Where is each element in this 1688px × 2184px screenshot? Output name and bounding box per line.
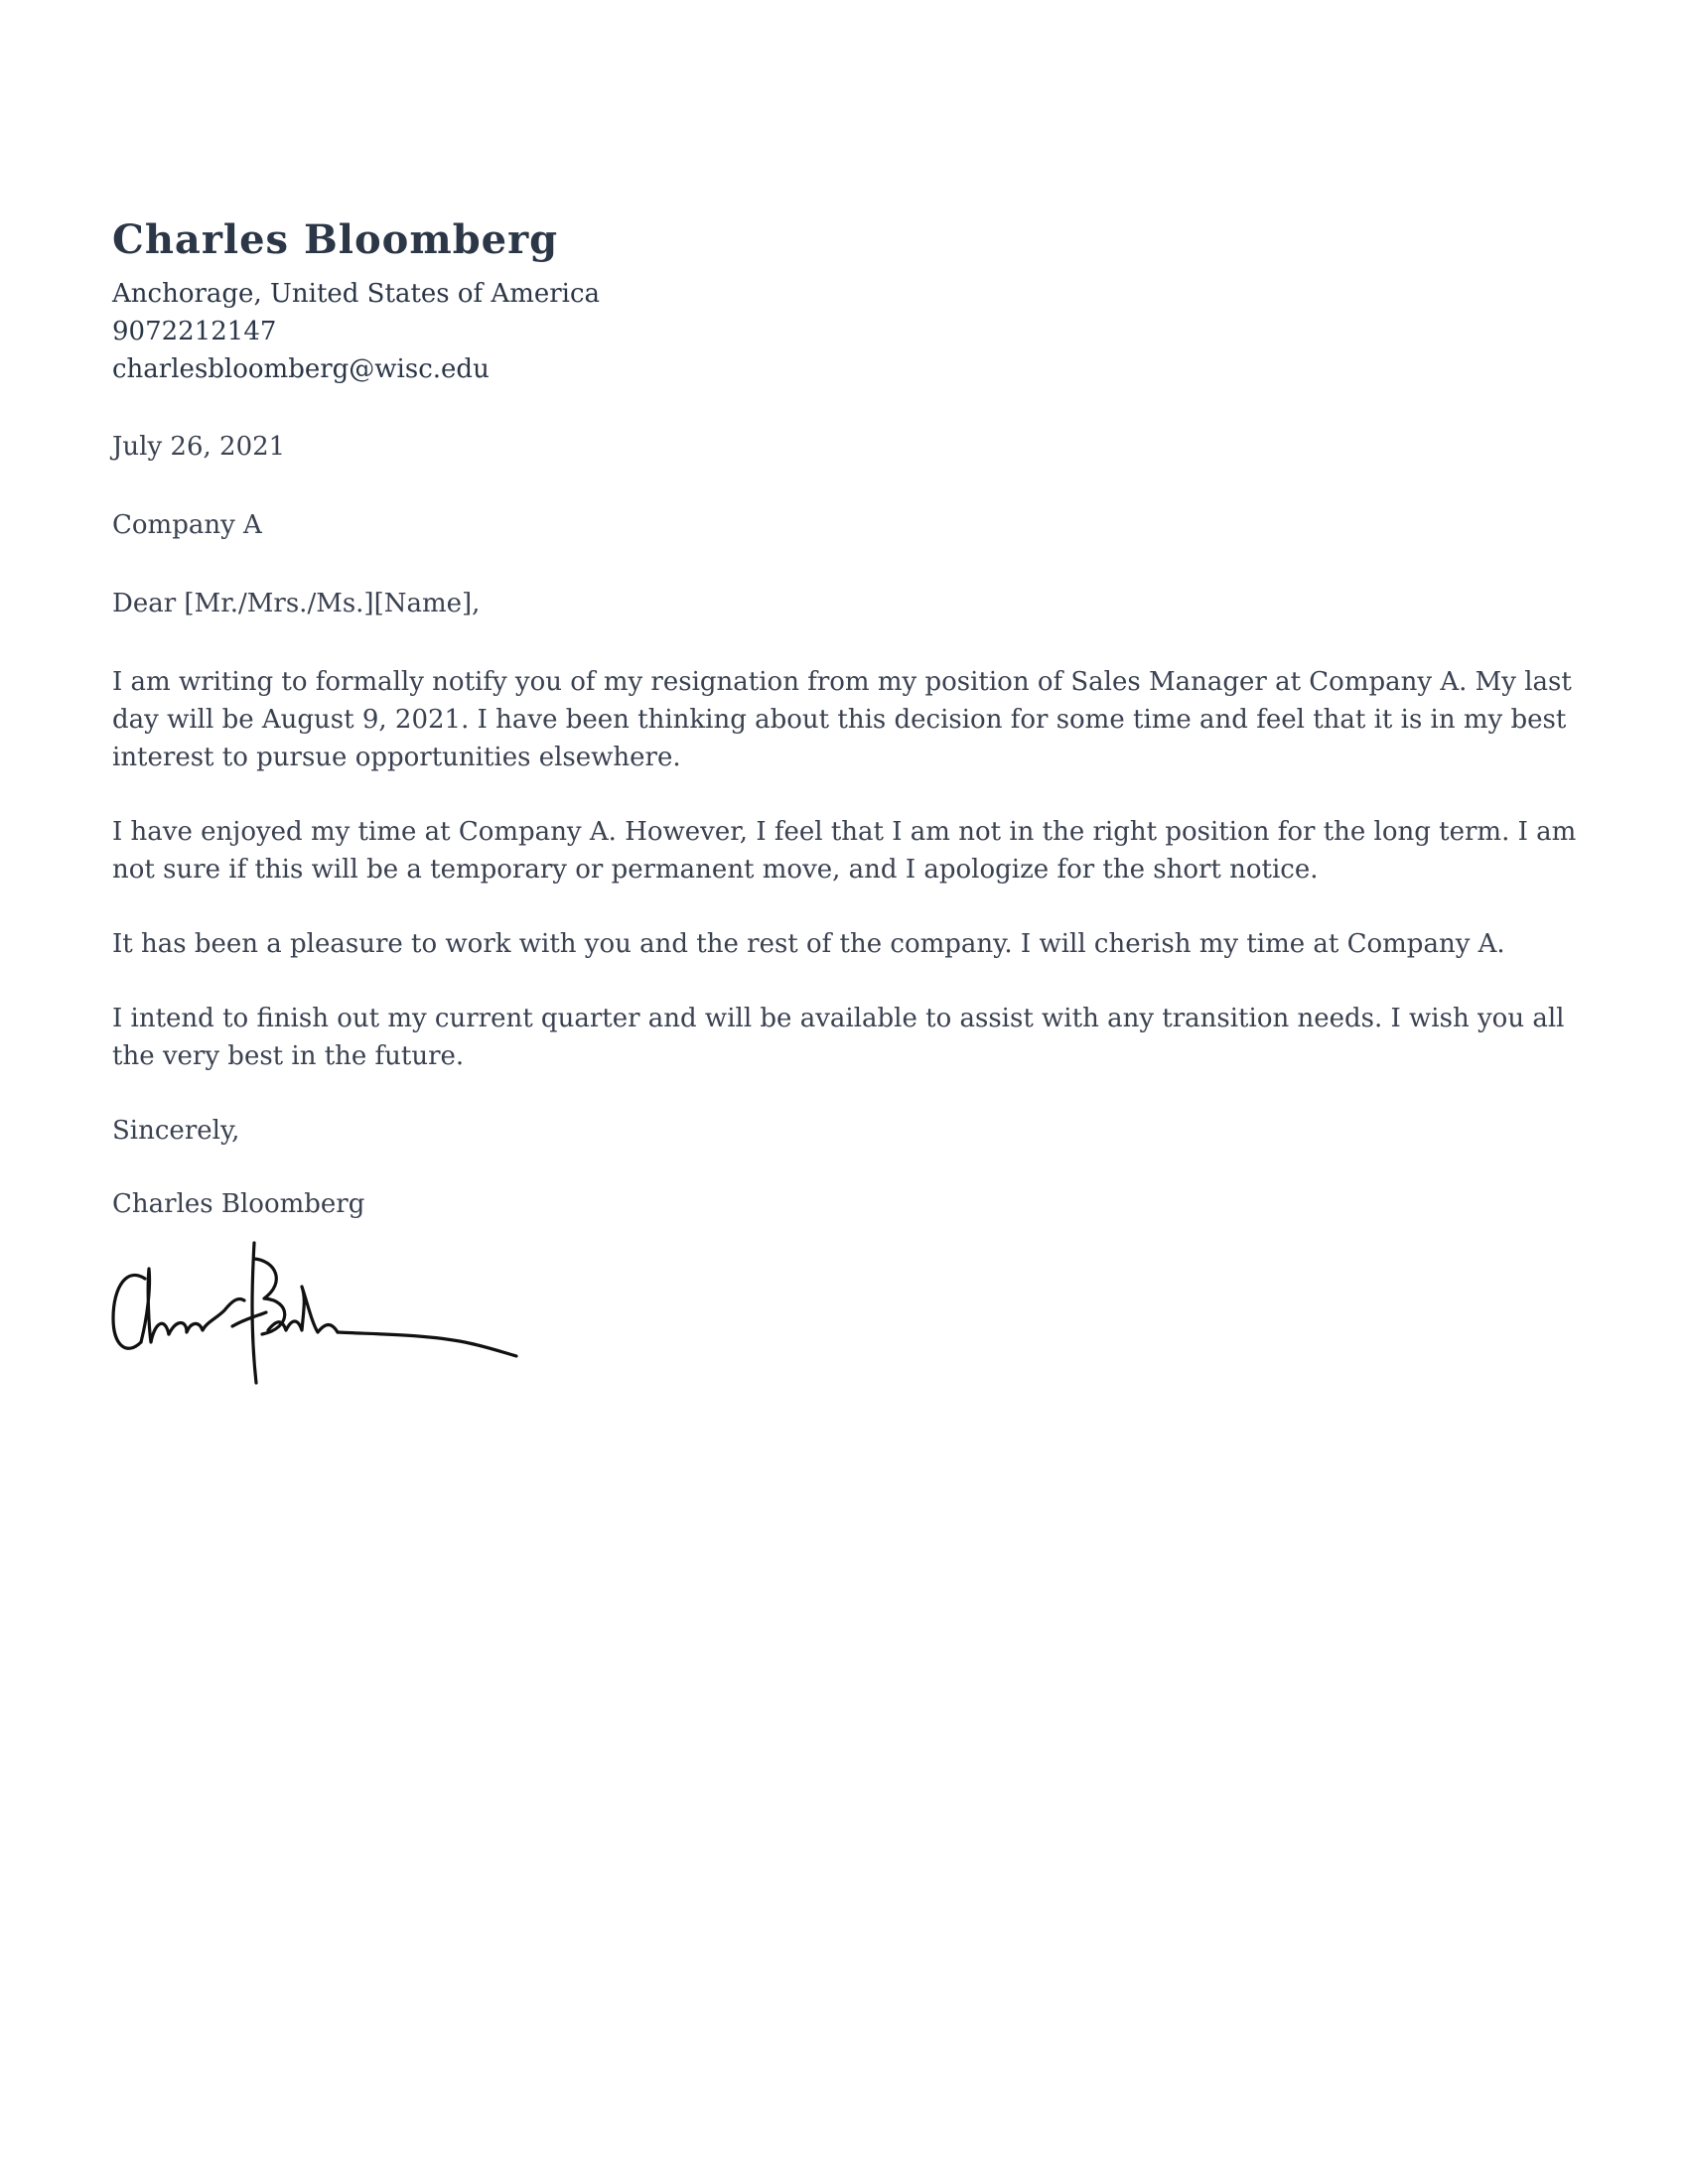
handwritten-signature-icon bbox=[107, 1239, 524, 1388]
paragraph-2: I have enjoyed my time at Company A. However, I feel that I am not in the right position for the long term. I am not sure if this will be a temporary or permanent move, and I apologize for the short notice. bbox=[112, 817, 1577, 885]
paragraph-3: It has been a pleasure to work with you and the rest of the company. I will cherish my time at Company A. bbox=[112, 929, 1505, 959]
sender-location: Anchorage, United States of America bbox=[112, 279, 601, 309]
paragraph-1: I am writing to formally notify you of my resignation from my position of Sales Manager at Company A. My last day will be August 9, 2021. I have been thinking about this decision for some time and feel that it is in my best interest to pursue opportunities elsewhere. bbox=[112, 667, 1572, 772]
sender-name: Charles Bloomberg bbox=[112, 216, 559, 263]
paragraph-4: I intend to finish out my current quarter and will be available to assist with any transition needs. I wish you all the very best in the future. bbox=[112, 1004, 1565, 1071]
salutation: Dear [Mr./Mrs./Ms.][Name], bbox=[112, 589, 481, 618]
closing: Sincerely, bbox=[112, 1116, 240, 1146]
sender-phone: 9072212147 bbox=[112, 317, 277, 346]
recipient-company: Company A bbox=[112, 510, 262, 540]
sender-email: charlesbloomberg@wisc.edu bbox=[112, 354, 490, 384]
signer-name: Charles Bloomberg bbox=[112, 1189, 365, 1219]
sender-contact-block bbox=[112, 275, 600, 388]
letter-date: July 26, 2021 bbox=[112, 432, 286, 462]
